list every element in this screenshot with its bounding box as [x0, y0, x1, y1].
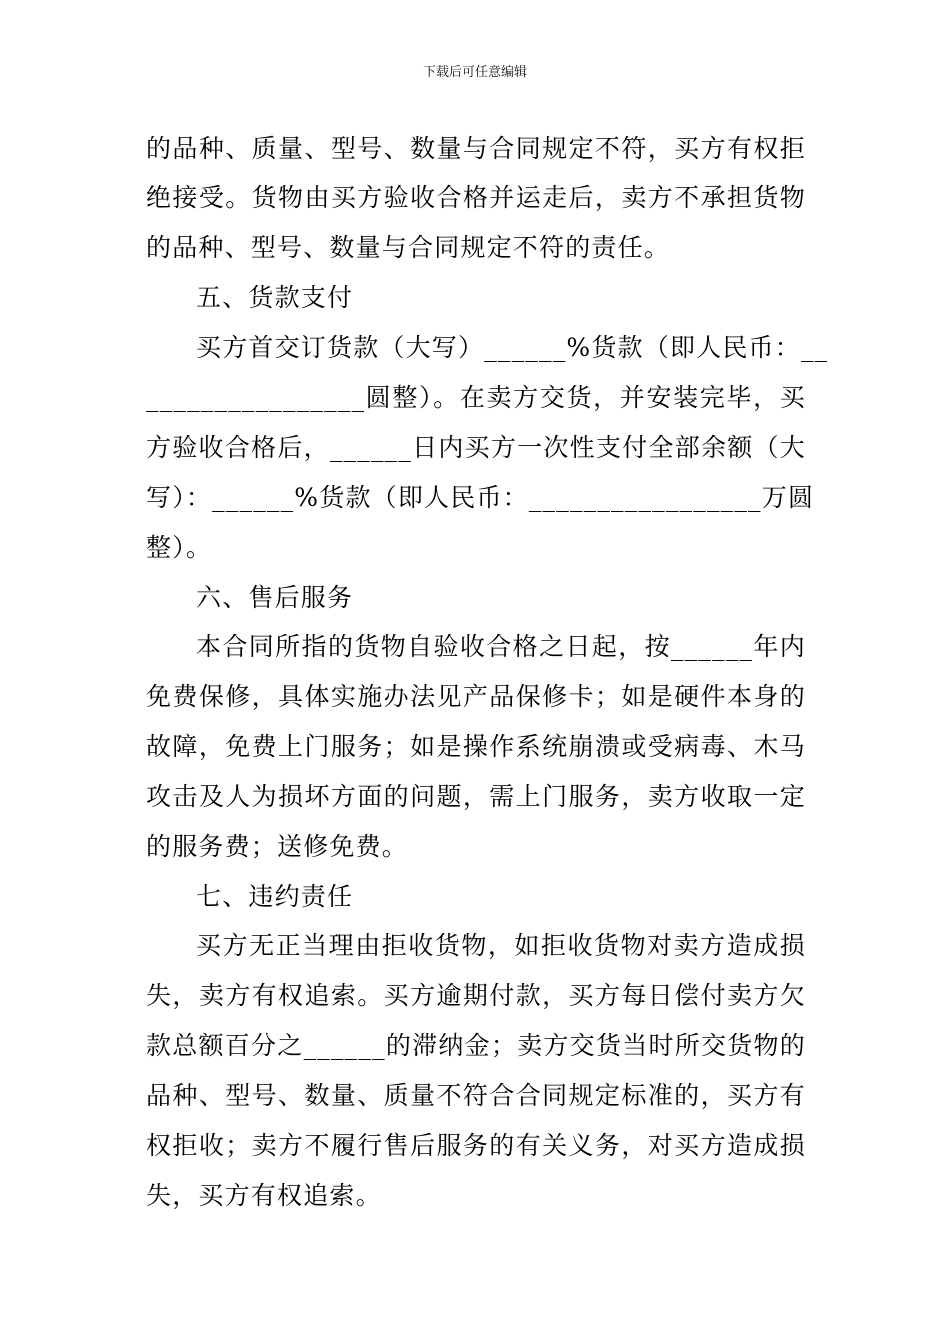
text-line: 失，买方有权追索。 — [146, 1181, 382, 1210]
section-heading: 七、违约责任 — [196, 882, 354, 911]
text-line: 买方无正当理由拒收货物，如拒收货物对卖方造成损 — [196, 931, 806, 960]
text-line: 绝接受。货物由买方验收合格并运走后，卖方不承担货物 — [146, 183, 806, 212]
text-line: 故障，免费上门服务；如是操作系统崩溃或受病毒、木马 — [146, 732, 806, 761]
section-heading: 五、货款支付 — [196, 283, 354, 312]
text-line: 款总额百分之______的滞纳金；卖方交货当时所交货物的 — [146, 1031, 806, 1060]
text-line: ________________圆整）。在卖方交货，并安装完毕，买 — [146, 383, 806, 412]
text-line: 权拒收；卖方不履行售后服务的有关义务，对买方造成损 — [146, 1131, 806, 1160]
text-line: 品种、型号、数量、质量不符合合同规定标准的，买方有 — [146, 1081, 806, 1110]
text-line: 失，卖方有权追索。买方逾期付款，买方每日偿付卖方欠 — [146, 981, 806, 1010]
text-line: 方验收合格后，______日内买方一次性支付全部余额（大 — [146, 433, 806, 462]
text-line: 的品种、型号、数量与合同规定不符的责任。 — [146, 233, 671, 262]
text-line: 写）：______%货款（即人民币：_________________万圆 — [146, 483, 815, 512]
text-line: 买方首交订货款（大写）______%货款（即人民币：__ — [196, 333, 829, 362]
text-line: 攻击及人为损坏方面的问题，需上门服务，卖方收取一定 — [146, 782, 806, 811]
text-line: 的服务费；送修免费。 — [146, 832, 409, 861]
section-heading: 六、售后服务 — [196, 583, 354, 612]
page-header: 下载后可任意编辑 — [422, 65, 527, 80]
text-line: 整）。 — [146, 533, 213, 562]
text-line: 免费保修，具体实施办法见产品保修卡；如是硬件本身的 — [146, 682, 806, 711]
text-line: 的品种、质量、型号、数量与合同规定不符，买方有权拒 — [146, 134, 806, 163]
text-line: 本合同所指的货物自验收合格之日起，按______年内 — [196, 632, 806, 661]
